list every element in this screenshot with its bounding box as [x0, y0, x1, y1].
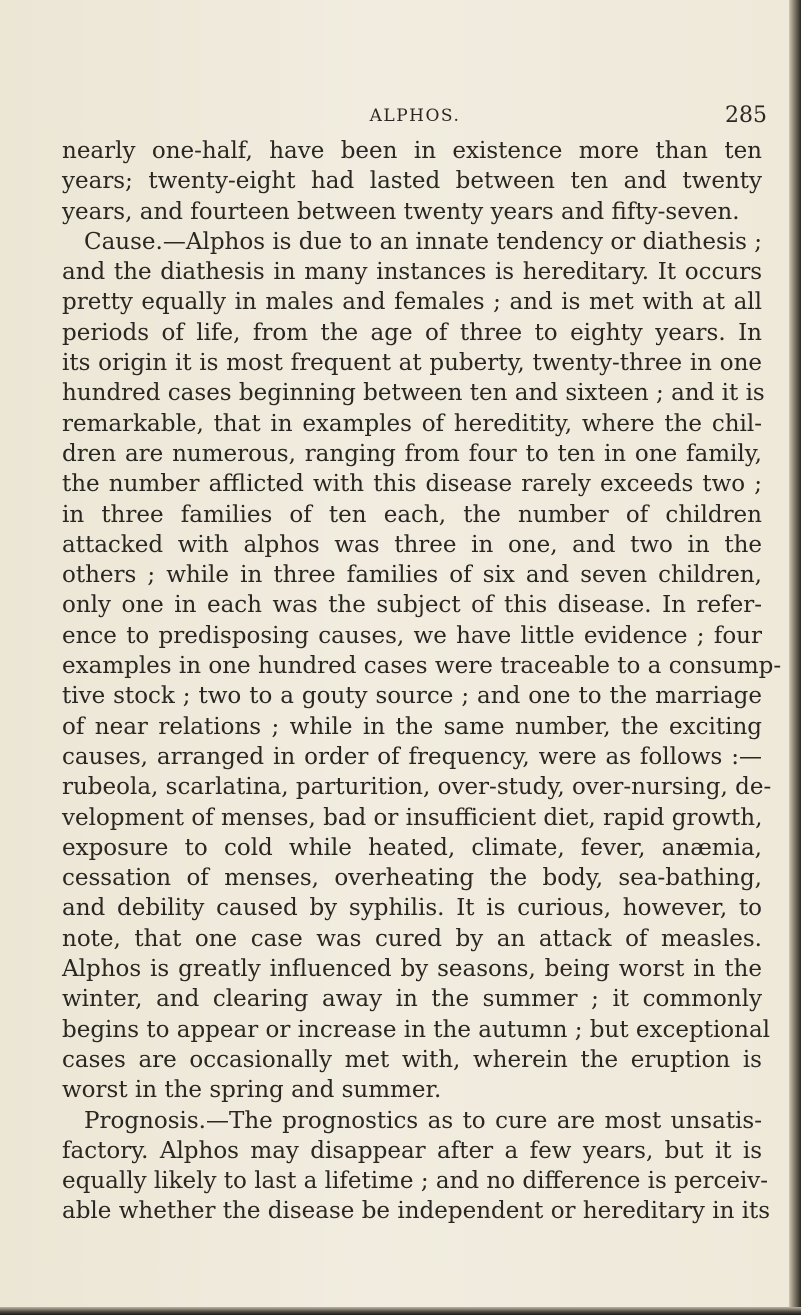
text-line: others ; while in three families of six and seven children,: [62, 562, 762, 589]
text-line: nearly one-half, have been in existence more than ten: [62, 138, 762, 164]
text-line: ence to predisposing causes, we have little evidence ; four: [62, 622, 762, 649]
page-bottom-shadow: [0, 1307, 801, 1315]
text-line: the number afflicted with this disease rarely exceeds two ;: [62, 471, 762, 498]
text-line: only one in each was the subject of this disease. In refer-: [62, 592, 762, 619]
text-line: rubeola, scarlatina, parturition, over-study, over-nursing, de-: [62, 774, 772, 801]
text-line: cases are occasionally met with, wherein the eruption is: [62, 1046, 762, 1073]
section-cause-line: Cause.—Alphos is due to an innate tendency or diathesis ;: [84, 228, 762, 255]
text-line: its origin it is most frequent at puberty, twenty-three in one: [62, 350, 762, 377]
text-line: remarkable, that in examples of hereditity, where the chil-: [62, 410, 762, 437]
text-line: note, that one case was cured by an attack of measles.: [62, 925, 762, 952]
text-line: tive stock ; two to a gouty source ; and one to the marriage: [62, 683, 762, 710]
text-line: years; twenty-eight had lasted between ten and twenty: [62, 168, 762, 195]
body-text: [62, 136, 782, 1227]
page-number: 285: [725, 103, 767, 128]
text-line: and the diathesis in many instances is hereditary. It occurs: [62, 259, 762, 286]
text-line: Alphos is greatly influenced by seasons, being worst in the: [62, 956, 762, 983]
page-header: [63, 103, 767, 132]
text-line: exposure to cold while heated, climate, fever, anæmia,: [62, 834, 762, 861]
page-edge-shadow: [789, 0, 801, 1315]
text-line: factory. Alphos may disappear after a few years, but it is: [62, 1137, 762, 1164]
text-line: causes, arranged in order of frequency, were as follows :—: [62, 743, 762, 770]
text-line: years, and fourteen between twenty years and fifty-seven.: [62, 198, 740, 225]
text-line: begins to appear or increase in the autumn ; but exceptional: [62, 1016, 771, 1043]
section-prognosis-line: Prognosis.—The prognostics as to cure are most unsatis-: [84, 1107, 762, 1134]
text-line: examples in one hundred cases were traceable to a consump-: [62, 653, 782, 680]
text-line: able whether the disease be independent or hereditary in its: [62, 1198, 771, 1225]
text-line: in three families of ten each, the number of children: [62, 501, 762, 528]
text-line: of near relations ; while in the same number, the exciting: [62, 713, 762, 740]
text-line: hundred cases beginning between ten and sixteen ; and it is: [62, 380, 765, 407]
text-line: pretty equally in males and females ; and is met with at all: [62, 289, 762, 316]
text-line: periods of life, from the age of three to eighty years. In: [62, 319, 762, 346]
text-line: cessation of menses, overheating the body, sea-bathing,: [62, 865, 762, 892]
text-line: equally likely to last a lifetime ; and no difference is perceiv-: [62, 1168, 769, 1195]
text-line: attacked with alphos was three in one, and two in the: [62, 531, 762, 558]
text-line: velopment of menses, bad or insufficient diet, rapid growth,: [62, 804, 763, 831]
text-line: and debility caused by syphilis. It is curious, however, to: [62, 895, 762, 922]
text-line: dren are numerous, ranging from four to ten in one family,: [62, 440, 762, 467]
running-head: ALPHOS.: [369, 106, 461, 126]
text-line: worst in the spring and summer.: [62, 1077, 442, 1104]
text-line: winter, and clearing away in the summer ; it commonly: [62, 986, 762, 1013]
